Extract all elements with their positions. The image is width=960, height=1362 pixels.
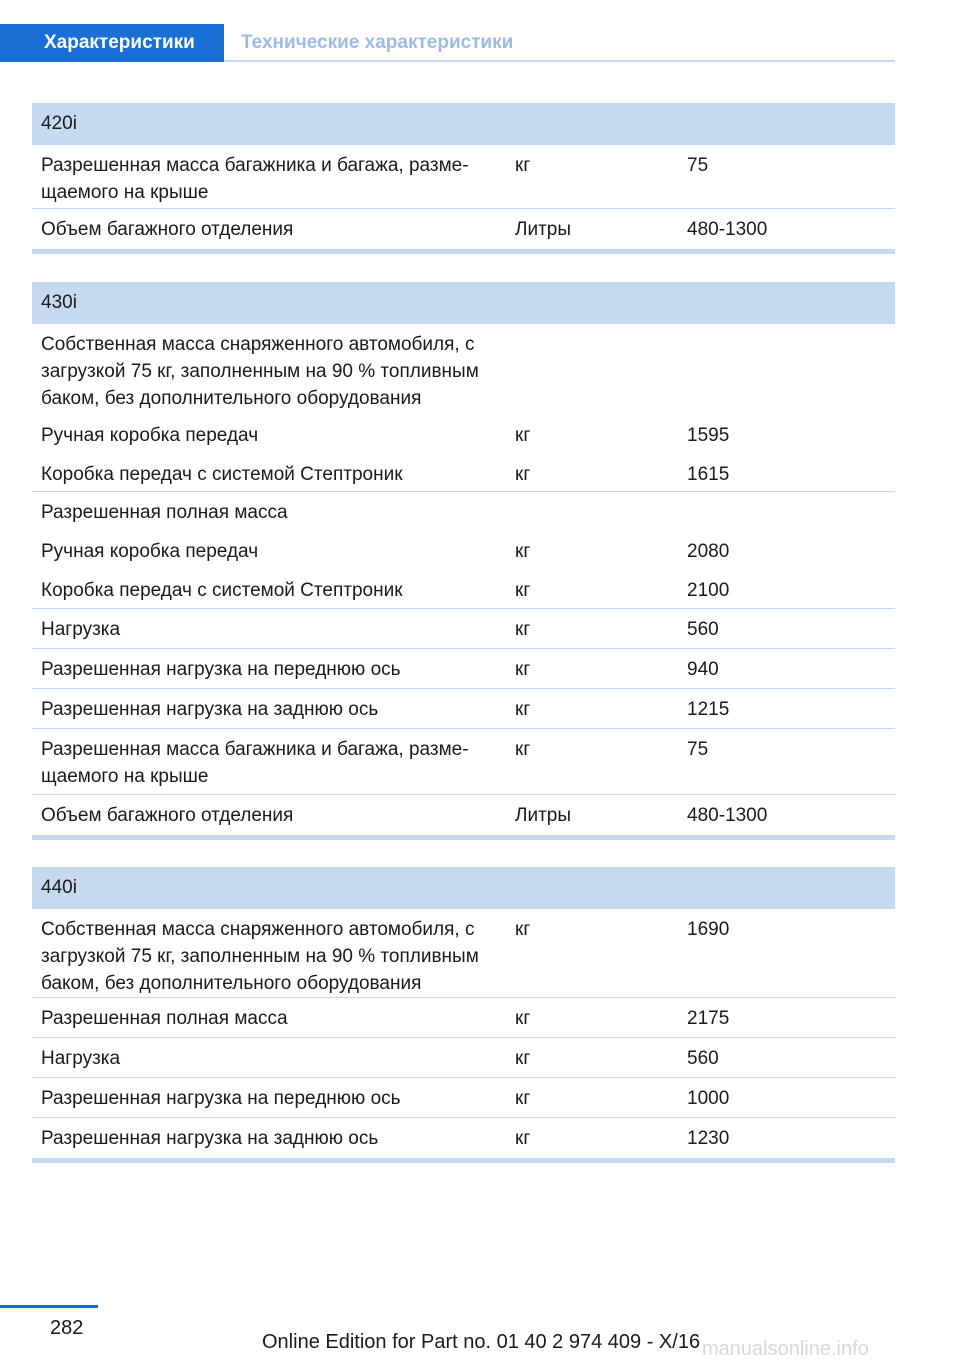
row-value: 560 (687, 619, 719, 640)
row-value: 1690 (687, 919, 730, 940)
row-label: Собственная масса снаряженного автомобиля, с загрузкой 75 кг, заполненным на 90 % топливным баком, без дополнительного оборудования (41, 334, 479, 409)
row-unit (506, 499, 678, 525)
section-420i (32, 103, 895, 254)
row-label: Разрешенная полная масса (41, 502, 288, 523)
table-row (32, 649, 895, 689)
row-unit (506, 331, 678, 409)
row-value: 480-1300 (687, 219, 768, 240)
tab-characteristics[interactable]: Характеристики (0, 24, 224, 62)
row-unit: кг (515, 541, 531, 562)
row-label: Разрешенная нагрузка на заднюю ось (41, 1128, 379, 1149)
table-row (32, 324, 895, 415)
table-row (32, 609, 895, 649)
table-row (32, 531, 895, 570)
watermark: manualsonline.info (702, 1338, 869, 1360)
section-430i (32, 282, 895, 840)
tab-technical-specs[interactable]: Технические характеристики (241, 32, 514, 53)
row-label: Коробка передач с системой Стептроник (41, 580, 403, 601)
row-unit: Литры (515, 805, 572, 826)
row-unit: кг (515, 1128, 531, 1149)
row-unit: кг (515, 619, 531, 640)
row-label: Ручная коробка передач (41, 541, 259, 562)
table-row (32, 415, 895, 454)
row-value: 2175 (687, 1008, 730, 1029)
row-unit: кг (515, 919, 531, 940)
row-label: Разрешенная масса багажника и багажа, разме-щаемого на крыше (41, 155, 469, 203)
row-unit: кг (515, 699, 531, 720)
row-label: Нагрузка (41, 1048, 121, 1069)
row-unit: кг (515, 659, 531, 680)
row-value: 75 (687, 739, 709, 760)
row-value (678, 499, 895, 525)
section-title: 440i (32, 867, 895, 909)
row-label: Объем багажного отделения (41, 219, 294, 240)
row-value: 480-1300 (687, 805, 768, 826)
row-value: 1615 (687, 464, 730, 485)
table-row (32, 689, 895, 729)
section-title: 420i (32, 103, 895, 145)
table-row (32, 570, 895, 609)
row-label: Разрешенная масса багажника и багажа, разме-щаемого на крыше (41, 739, 469, 787)
table-row (32, 795, 895, 840)
footer-accent-line (0, 1305, 98, 1308)
section-title: 430i (32, 282, 895, 324)
row-label: Разрешенная нагрузка на заднюю ось (41, 699, 379, 720)
table-row (32, 209, 895, 254)
row-value (678, 331, 895, 409)
row-value: 1230 (687, 1128, 730, 1149)
row-unit: кг (515, 155, 531, 176)
row-unit: кг (515, 425, 531, 446)
row-value: 940 (687, 659, 719, 680)
row-value: 2100 (687, 580, 730, 601)
table-row (32, 909, 895, 998)
table-row (32, 1078, 895, 1118)
table-row (32, 145, 895, 209)
table-row (32, 1038, 895, 1078)
row-value: 2080 (687, 541, 730, 562)
row-value: 1000 (687, 1088, 730, 1109)
row-unit: кг (515, 1008, 531, 1029)
table-row (32, 729, 895, 795)
header (0, 24, 895, 62)
edition-info: Online Edition for Part no. 01 40 2 974 409 - X/16 (262, 1331, 701, 1353)
row-label: Разрешенная нагрузка на переднюю ось (41, 659, 401, 680)
row-label: Собственная масса снаряженного автомобиля, с загрузкой 75 кг, заполненным на 90 % топливным баком, без дополнительного оборудования (41, 919, 479, 994)
page-number: 282 (50, 1317, 84, 1339)
row-unit: кг (515, 464, 531, 485)
row-unit: кг (515, 1048, 531, 1069)
table-row (32, 1118, 895, 1163)
row-label: Разрешенная нагрузка на переднюю ось (41, 1088, 401, 1109)
row-value: 75 (687, 155, 709, 176)
row-label: Ручная коробка передач (41, 425, 259, 446)
table-row (32, 454, 895, 492)
row-unit: кг (515, 739, 531, 760)
table-row (32, 998, 895, 1038)
row-label: Разрешенная полная масса (41, 1008, 288, 1029)
row-value: 1595 (687, 425, 730, 446)
row-unit: Литры (515, 219, 572, 240)
row-value: 1215 (687, 699, 730, 720)
table-row (32, 492, 895, 531)
row-label: Объем багажного отделения (41, 805, 294, 826)
row-value: 560 (687, 1048, 719, 1069)
row-label: Коробка передач с системой Стептроник (41, 464, 403, 485)
section-440i (32, 867, 895, 1163)
row-unit: кг (515, 1088, 531, 1109)
row-label: Нагрузка (41, 619, 121, 640)
row-unit: кг (515, 580, 531, 601)
